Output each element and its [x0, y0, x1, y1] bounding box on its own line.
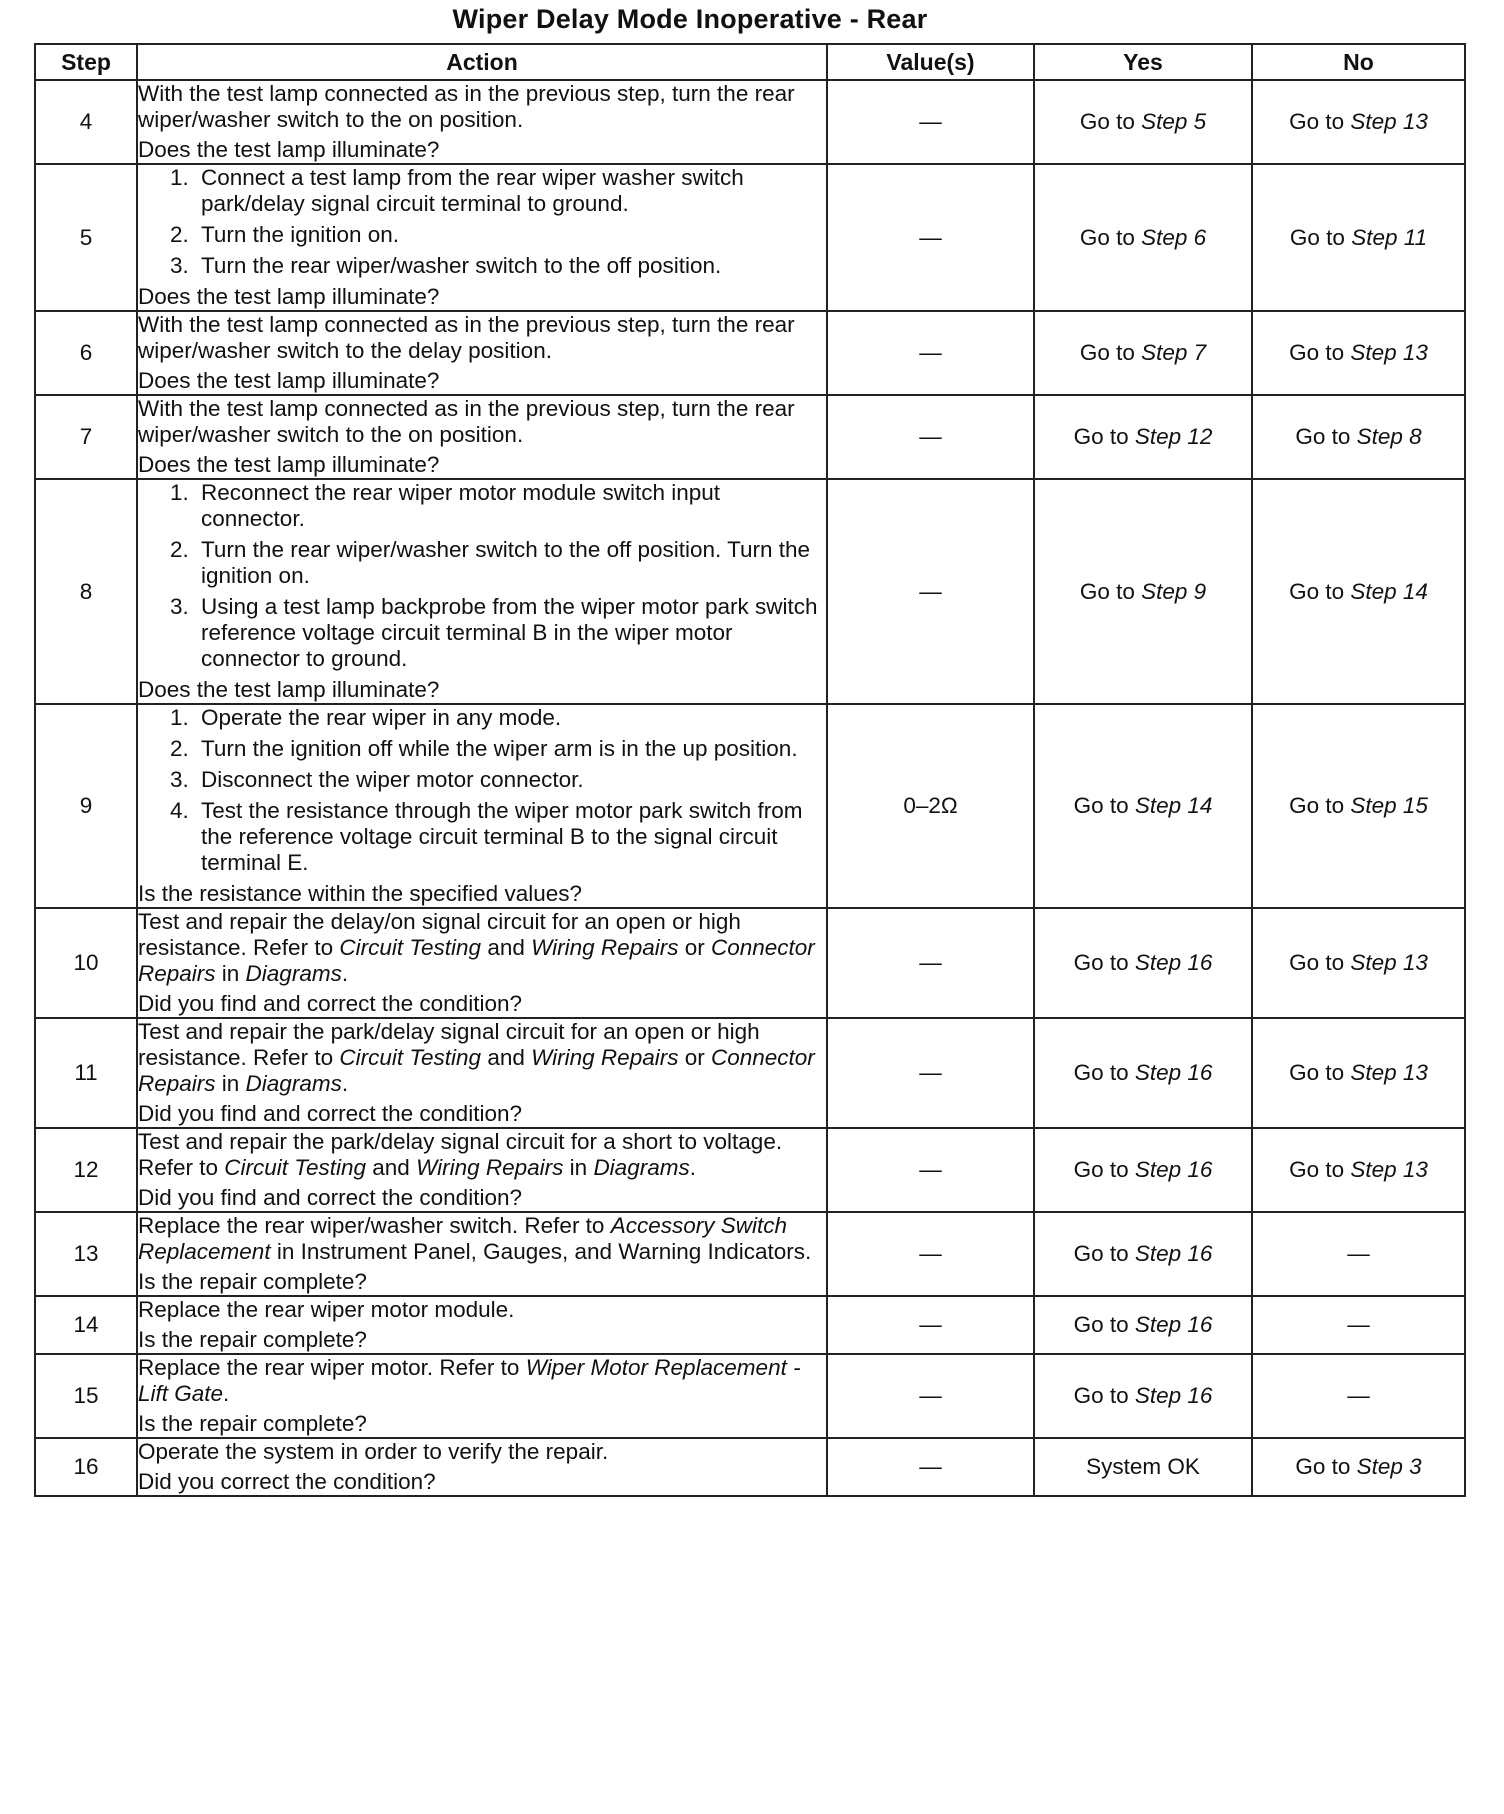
step-number: 14: [35, 1296, 137, 1354]
action-cell: [137, 311, 827, 395]
page-title: Wiper Delay Mode Inoperative - Rear: [452, 4, 928, 34]
no-cell: [1252, 311, 1465, 395]
value-cell: —: [827, 1296, 1034, 1354]
action-instruction: Operate the system in order to verify the repair.: [138, 1439, 609, 1464]
document-reference: Circuit Testing: [224, 1155, 367, 1180]
no-step-link: Step 13: [1350, 1157, 1428, 1182]
yes-cell: [1034, 395, 1252, 479]
table-row: [35, 1354, 1465, 1438]
table-row: [35, 1212, 1465, 1296]
procedure-item: 3. Turn the rear wiper/washer switch to the off position.: [195, 253, 826, 279]
yes-cell: [1034, 479, 1252, 704]
action-question: Does the test lamp illuminate?: [138, 368, 440, 393]
procedure-item: 2. Turn the ignition off while the wiper arm is in the up position.: [195, 736, 826, 762]
table-row: [35, 311, 1465, 395]
yes-cell: [1034, 164, 1252, 311]
document-reference: Accessory Switch Replacement: [138, 1213, 788, 1264]
yes-cell: [1034, 1128, 1252, 1212]
value-cell: 0–2Ω: [827, 704, 1034, 908]
step-number: 6: [35, 311, 137, 395]
document-reference: Connector Repairs: [138, 935, 815, 986]
value-cell: —: [827, 395, 1034, 479]
procedure-item: 1. Reconnect the rear wiper motor module switch input connector.: [195, 480, 826, 532]
table-row: [35, 479, 1465, 704]
procedure-item: 2. Turn the rear wiper/washer switch to the off position. Turn the ignition on.: [195, 537, 826, 589]
action-cell: [137, 704, 827, 908]
yes-text: Go to: [1079, 224, 1142, 250]
action-cell: [137, 395, 827, 479]
no-text: Go to: [1289, 1060, 1351, 1085]
instruction-text: .: [689, 1155, 696, 1180]
action-cell: [137, 1212, 827, 1296]
yes-step-link: Step 14: [1134, 793, 1213, 818]
instruction-text: in Instrument Panel, Gauges, and Warning Indicators.: [270, 1239, 812, 1264]
action-cell: [137, 1354, 827, 1438]
procedure-item: 1. Operate the rear wiper in any mode.: [195, 705, 826, 731]
instruction-text: Test and repair the park/delay signal circuit for a short to voltage. Refer to: [138, 1129, 783, 1180]
yes-cell: [1034, 1438, 1252, 1496]
action-question: Did you find and correct the condition?: [138, 1101, 522, 1126]
action-instruction: With the test lamp connected as in the previous step, turn the rear wiper/washer switch to the on position.: [138, 396, 795, 447]
instruction-text: in: [215, 961, 246, 986]
yes-text: Go to: [1079, 340, 1142, 365]
document-reference: Diagrams: [245, 1071, 342, 1096]
no-text: Go to: [1295, 424, 1357, 449]
yes-cell: [1034, 908, 1252, 1018]
table-row: [35, 1438, 1465, 1496]
no-cell: [1252, 1212, 1465, 1296]
no-text: Go to: [1289, 1157, 1351, 1182]
action-question: Does the test lamp illuminate?: [138, 452, 440, 477]
action-cell: [137, 908, 827, 1018]
table-row: [35, 1128, 1465, 1212]
instruction-text: Test and repair the delay/on signal circuit for an open or high resistance. Refer to: [138, 909, 741, 960]
instruction-text: .: [223, 1381, 230, 1406]
instruction-text: and: [366, 1155, 417, 1180]
yes-text: Go to: [1073, 1157, 1135, 1182]
step-number: 12: [35, 1128, 137, 1212]
no-text: Go to: [1289, 950, 1351, 975]
yes-cell: [1034, 1354, 1252, 1438]
document-reference: Circuit Testing: [339, 935, 482, 960]
procedure-item: 1. Connect a test lamp from the rear wiper washer switch park/delay signal circuit terminal to ground.: [195, 165, 826, 217]
no-text: Go to: [1295, 1454, 1357, 1479]
action-cell: [137, 1438, 827, 1496]
no-cell: [1252, 704, 1465, 908]
action-cell: [137, 1128, 827, 1212]
yes-text: Go to: [1079, 109, 1142, 134]
no-step-link: Step 3: [1356, 1454, 1422, 1479]
instruction-text: in: [563, 1155, 594, 1180]
instruction-text: in: [215, 1071, 246, 1096]
no-cell: [1252, 479, 1465, 704]
instruction-text: .: [341, 1071, 349, 1096]
document-reference: Circuit Testing: [339, 1045, 482, 1070]
yes-text: Go to: [1073, 793, 1135, 818]
no-step-link: Step 13: [1350, 1060, 1428, 1085]
no-step-link: Step 8: [1356, 424, 1422, 449]
no-step-link: Step 13: [1350, 340, 1428, 365]
action-question: Is the repair complete?: [138, 1269, 367, 1294]
yes-step-link: Step 5: [1141, 109, 1207, 134]
yes-text: Go to: [1073, 1383, 1135, 1408]
no-cell: [1252, 395, 1465, 479]
no-text: Go to: [1289, 340, 1351, 365]
no-text: Go to: [1289, 109, 1351, 134]
header-step: Step: [35, 44, 137, 80]
step-number: 10: [35, 908, 137, 1018]
step-number: 5: [35, 164, 137, 311]
yes-step-link: Step 16: [1134, 1241, 1213, 1266]
document-reference: Diagrams: [245, 961, 342, 986]
yes-text: Go to: [1073, 1060, 1135, 1085]
no-text: Go to: [1289, 578, 1351, 604]
yes-cell: [1034, 311, 1252, 395]
action-instruction: With the test lamp connected as in the previous step, turn the rear wiper/washer switch to the on position.: [138, 81, 795, 132]
action-question: Did you correct the condition?: [138, 1469, 436, 1494]
action-question: Did you find and correct the condition?: [138, 991, 522, 1016]
yes-step-link: Step 16: [1134, 950, 1213, 975]
step-number: 13: [35, 1212, 137, 1296]
no-cell: [1252, 80, 1465, 164]
action-instruction: [138, 1129, 826, 1181]
yes-cell: [1034, 704, 1252, 908]
action-instruction: With the test lamp connected as in the previous step, turn the rear wiper/washer switch to the delay position.: [138, 312, 795, 363]
yes-text: Go to: [1079, 578, 1142, 604]
instruction-text: Replace the rear wiper/washer switch. Refer to: [138, 1213, 611, 1238]
procedure-item: 3. Disconnect the wiper motor connector.: [195, 767, 826, 793]
action-instruction: [138, 1019, 826, 1097]
action-cell: [137, 1296, 827, 1354]
yes-step-link: Step 16: [1134, 1157, 1213, 1182]
action-instruction: Replace the rear wiper motor module.: [138, 1297, 515, 1322]
procedure-list: [138, 705, 826, 876]
no-text: Go to: [1289, 793, 1351, 818]
yes-text: System OK: [1086, 1454, 1200, 1479]
yes-step-link: Step 9: [1141, 578, 1207, 604]
yes-text: Go to: [1073, 1312, 1135, 1337]
header-values: Value(s): [827, 44, 1034, 80]
yes-step-link: Step 7: [1141, 340, 1207, 365]
no-step-link: Step 15: [1350, 793, 1428, 818]
action-question: Did you find and correct the condition?: [138, 1185, 522, 1210]
no-cell: [1252, 908, 1465, 1018]
value-cell: —: [827, 908, 1034, 1018]
action-cell: [137, 80, 827, 164]
no-text: —: [1347, 1383, 1370, 1408]
action-question: Is the repair complete?: [138, 1327, 367, 1352]
instruction-text: or: [678, 1045, 711, 1070]
value-cell: —: [827, 1018, 1034, 1128]
step-number: 7: [35, 395, 137, 479]
procedure-list: [138, 165, 826, 279]
step-number: 4: [35, 80, 137, 164]
yes-text: Go to: [1073, 424, 1135, 449]
value-cell: —: [827, 164, 1034, 311]
no-step-link: Step 13: [1350, 950, 1428, 975]
action-question: Does the test lamp illuminate?: [138, 677, 440, 702]
header-no: No: [1252, 44, 1465, 80]
yes-step-link: Step 12: [1134, 424, 1213, 449]
document-reference: Wiper Motor Replacement - Lift Gate: [138, 1355, 801, 1406]
procedure-item: 3. Using a test lamp backprobe from the wiper motor park switch reference voltage circuit terminal B in the wiper motor connector to ground.: [195, 594, 826, 672]
table-row: [35, 1296, 1465, 1354]
no-cell: [1252, 1296, 1465, 1354]
document-reference: Connector Repairs: [138, 1045, 815, 1096]
value-cell: —: [827, 80, 1034, 164]
yes-cell: [1034, 1296, 1252, 1354]
instruction-text: or: [678, 935, 711, 960]
table-row: [35, 80, 1465, 164]
value-cell: —: [827, 1128, 1034, 1212]
value-cell: —: [827, 1212, 1034, 1296]
instruction-text: Test and repair the park/delay signal circuit for an open or high resistance. Refer to: [138, 1019, 760, 1070]
instruction-text: Replace the rear wiper motor. Refer to: [138, 1355, 526, 1380]
yes-step-link: Step 16: [1134, 1383, 1213, 1408]
yes-step-link: Step 16: [1134, 1060, 1213, 1085]
yes-cell: [1034, 80, 1252, 164]
action-cell: [137, 1018, 827, 1128]
yes-step-link: Step 16: [1134, 1312, 1213, 1337]
action-instruction: [138, 1213, 826, 1265]
action-cell: [137, 164, 827, 311]
table-header-row: [35, 44, 1465, 80]
document-reference: Wiring Repairs: [416, 1155, 564, 1180]
instruction-text: and: [481, 1045, 532, 1070]
no-text: —: [1347, 1241, 1370, 1266]
yes-cell: [1034, 1018, 1252, 1128]
step-number: 9: [35, 704, 137, 908]
procedure-item: 2. Turn the ignition on.: [195, 222, 826, 248]
no-step-link: Step 11: [1351, 224, 1428, 250]
instruction-text: .: [341, 961, 349, 986]
action-question: Is the resistance within the specified values?: [138, 881, 582, 906]
document-reference: Wiring Repairs: [531, 1045, 679, 1070]
table-row: [35, 704, 1465, 908]
document-reference: Wiring Repairs: [531, 935, 679, 960]
instruction-text: and: [481, 935, 532, 960]
table-row: [35, 164, 1465, 311]
table-row: [35, 908, 1465, 1018]
value-cell: —: [827, 1438, 1034, 1496]
step-number: 8: [35, 479, 137, 704]
no-step-link: Step 14: [1350, 578, 1428, 604]
table-row: [35, 1018, 1465, 1128]
table-body: [35, 80, 1465, 1496]
value-cell: —: [827, 1354, 1034, 1438]
step-number: 16: [35, 1438, 137, 1496]
action-instruction: [138, 1355, 826, 1407]
yes-text: Go to: [1073, 950, 1135, 975]
no-cell: [1252, 1354, 1465, 1438]
no-cell: [1252, 1018, 1465, 1128]
action-question: Does the test lamp illuminate?: [138, 284, 440, 309]
procedure-list: [138, 480, 826, 672]
action-cell: [137, 479, 827, 704]
action-question: Is the repair complete?: [138, 1411, 367, 1436]
table-row: [35, 395, 1465, 479]
procedure-item: 4. Test the resistance through the wiper motor park switch from the reference voltage circuit terminal B to the signal circuit terminal E.: [195, 798, 826, 876]
no-step-link: Step 13: [1350, 109, 1428, 134]
header-action: Action: [137, 44, 827, 80]
diagnostic-table: [34, 43, 1466, 1497]
step-number: 11: [35, 1018, 137, 1128]
header-yes: Yes: [1034, 44, 1252, 80]
action-question: Does the test lamp illuminate?: [138, 137, 440, 162]
no-cell: [1252, 164, 1465, 311]
no-text: —: [1347, 1312, 1370, 1337]
yes-step-link: Step 6: [1141, 224, 1207, 250]
yes-text: Go to: [1073, 1241, 1135, 1266]
action-instruction: [138, 909, 826, 987]
value-cell: —: [827, 311, 1034, 395]
yes-cell: [1034, 1212, 1252, 1296]
step-number: 15: [35, 1354, 137, 1438]
no-text: Go to: [1289, 224, 1352, 250]
document-reference: Diagrams: [593, 1155, 690, 1180]
no-cell: [1252, 1128, 1465, 1212]
value-cell: —: [827, 479, 1034, 704]
no-cell: [1252, 1438, 1465, 1496]
